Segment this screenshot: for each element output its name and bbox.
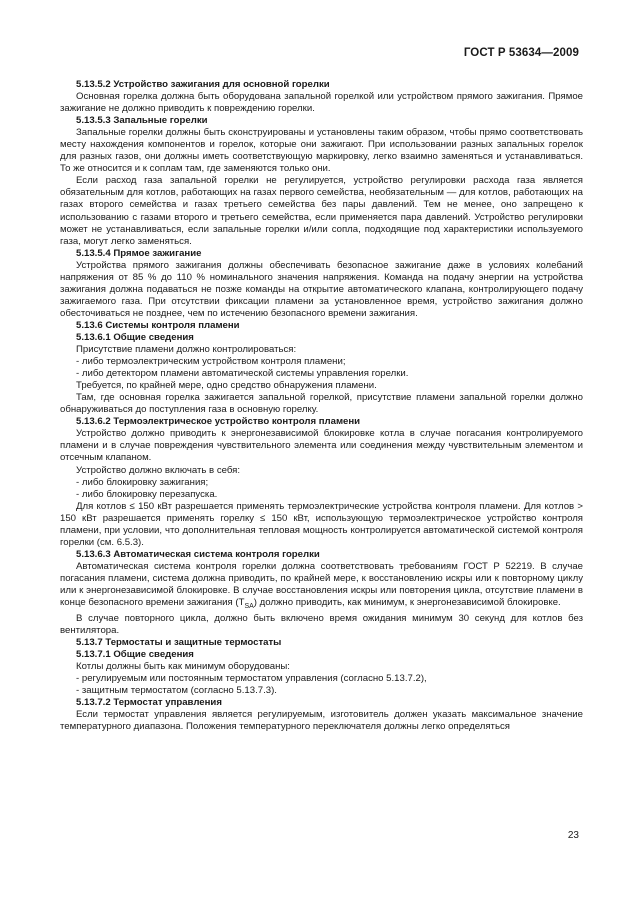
page-number: 23 xyxy=(567,830,579,841)
section-heading: 5.13.6.3 Автоматическая система контроля горелки xyxy=(76,548,320,560)
section-heading: 5.13.7.1 Общие сведения xyxy=(76,649,194,661)
section-heading: 5.13.6.1 Общие сведения xyxy=(76,331,194,343)
paragraph: - защитным термостатом (согласно 5.13.7.3). xyxy=(76,685,277,697)
paragraph: Устройство должно включать в себя: xyxy=(76,464,240,476)
paragraph: Устройство должно приводить к энергонезависимой блокировке котла в случае погасания контролируемого пламени и в случае повреждения чувствительного элемента или соединения между чувствительным элементом и отсечным клапаном. xyxy=(60,428,583,464)
paragraph: Автоматическая система контроля горелки должна соответствовать требованиям ГОСТ Р 52219. В случае погасания пламени, система должна приводить, по крайней мере, к восстановлению искры или к повторному циклу или к энергонезависимой блокировке. В случае восстановления искры или повторения цикла, отсутствие пламени в конце безопасного времени зажигания $(T_{SA})$ должно приводить, как минимум, к энергонезависимой блокировке. xyxy=(60,560,583,610)
section-heading: 5.13.5.4 Прямое зажигание xyxy=(76,247,202,259)
section-heading: 5.13.6.2 Термоэлектрическое устройство контроля пламени xyxy=(76,416,361,428)
paragraph: Устройства прямого зажигания должны обеспечивать безопасное зажигание даже в условиях колебаний напряжения от 85 % до 110 % номинального значения напряжения. Команда на подачу энергии на устройства зажигания должна подаваться не позже команды на открытие автоматического клапана, контролирующего подачу зажигаемого газа. При отсутствии фиксации пламени за установленное время, устройство зажигания должно обесточиваться не позднее, чем по истечению безопасного времени зажигания. xyxy=(60,259,583,319)
paragraph: Если термостат управления является регулируемым, изготовитель должен указать максимальное значение температурного диапазона. Положения температурного переключателя должны легко определяться xyxy=(60,709,583,733)
paragraph: - либо блокировку перезапуска. xyxy=(76,488,218,500)
paragraph: Присутствие пламени должно контролироваться: xyxy=(76,344,297,356)
paragraph: - либо блокировку зажигания; xyxy=(76,476,209,488)
section-heading: 5.13.7.2 Термостат управления xyxy=(76,697,222,709)
paragraph: - либо термоэлектрическим устройством контроля пламени; xyxy=(76,356,346,368)
section-heading: 5.13.5.3 Запальные горелки xyxy=(76,115,208,127)
section-heading: 5.13.6 Системы контроля пламени xyxy=(76,319,240,331)
document-body xyxy=(60,79,583,733)
paragraph: Основная горелка должна быть оборудована запальной горелкой или устройством прямого зажигания. Прямое зажигание не должно приводить к повреждению горелки. xyxy=(60,91,583,115)
section-heading: 5.13.5.2 Устройство зажигания для основной горелки xyxy=(76,79,330,90)
paragraph: Там, где основная горелка зажигается запальной горелкой, присутствие пламени запальной горелки должно обнаруживаться до поступления газа в основную горелку. xyxy=(60,392,583,416)
paragraph: Котлы должны быть как минимум оборудованы: xyxy=(76,661,290,673)
paragraph: Запальные горелки должны быть сконструированы и установлены таким образом, чтобы прямо соответствовать месту нахождения компонентов и горелок, которые они зажигают. При использовании разных запальных горелок для разных газов, они должны иметь соответствующую маркировку, легко взаимно заменяться и устанавливаться. То же относится и к соплам там, где заменяются только они. xyxy=(60,127,583,175)
paragraph: Если расход газа запальной горелки не регулируется, устройство регулировки расхода газа является обязательным для котлов, работающих на газах первого семейства, необязательным — для котлов, работающих на газах второго семейства и газах третьего семейства без пары давлений. Тем не менее, оно запрещено к использованию с газами второго и третьего семейства, если применяется пара давлений. Устройство регулировки может не устанавливаться, если запальные горелки и/или сопла, подходящие под характеристики используемого газа, могут легко заменяться. xyxy=(60,175,583,247)
paragraph: В случае повторного цикла, должно быть включено время ожидания минимум 30 секунд для котлов без вентилятора. xyxy=(60,612,583,637)
paragraph: Для котлов ≤ 150 кВт разрешается применять термоэлектрические устройства контроля пламени. Для котлов > 150 кВт разрешается применять горелку ≤ 150 кВт, использующую термоэлектрическое устройство контроля пламени, при условии, что дополнительная тепловая мощность контролируется автоматической системой контроля горелки (см. 6.5.3). xyxy=(60,500,583,548)
paragraph: Требуется, по крайней мере, одно средство обнаружения пламени. xyxy=(76,380,377,392)
paragraph: - регулируемым или постоянным термостатом управления (согласно 5.13.7.2), xyxy=(76,673,427,685)
section-heading: 5.13.7 Термостаты и защитные термостаты xyxy=(76,637,282,649)
document-id: ГОСТ Р 53634—2009 xyxy=(463,47,579,59)
paragraph: - либо детектором пламени автоматической системы управления горелки. xyxy=(76,368,409,380)
